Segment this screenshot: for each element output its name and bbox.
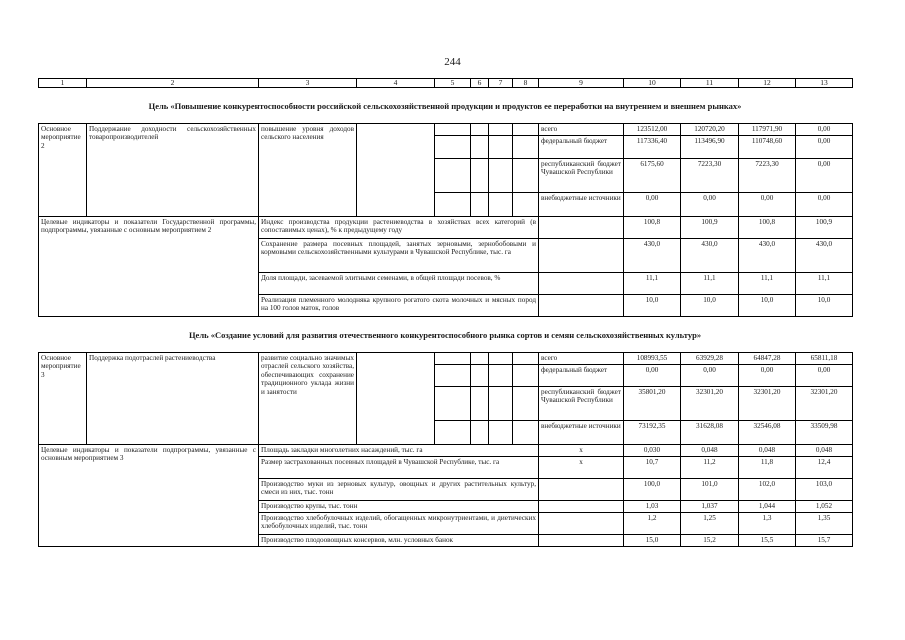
value-cell: 6175,60 [624, 159, 681, 193]
empty-cell [513, 421, 539, 445]
value-cell: 430,0 [739, 239, 796, 273]
empty-cell [471, 353, 489, 365]
indicator-name: Доля площади, засеваемой элитными семенами, в общей площади посевов, % [259, 273, 539, 295]
value-cell: 430,0 [624, 239, 681, 273]
value-cell: 10,0 [681, 295, 739, 317]
empty-cell [357, 124, 435, 217]
empty-cell [513, 387, 539, 421]
value-cell: 101,0 [681, 479, 739, 501]
indicator-mark [539, 217, 624, 239]
value-cell: 64847,28 [739, 353, 796, 365]
value-cell: 117336,40 [624, 136, 681, 159]
event-name: Поддержание доходности сельскохозяйственных товаропроизводителей [87, 124, 259, 217]
empty-cell [513, 159, 539, 193]
funding-row [39, 124, 853, 136]
indicator-name: Сохранение размера посевных площадей, занятых зерновыми, зернобобовыми и кормовыми сельскохозяйственными культурами в Чувашской Республике, тыс. га [259, 239, 539, 273]
value-cell: 1,037 [681, 501, 739, 513]
indicator-name: Индекс производства продукции растениеводства в хозяйствах всех категорий (в сопоставимых ценах), % к предыдущему году [259, 217, 539, 239]
value-cell: 10,0 [796, 295, 853, 317]
empty-cell [435, 387, 471, 421]
col-number: 13 [796, 79, 853, 88]
value-cell: 32301,20 [739, 387, 796, 421]
value-cell: 103,0 [796, 479, 853, 501]
value-cell: 100,9 [681, 217, 739, 239]
indicators-label: Целевые индикаторы и показатели Государственной программы, подпрограммы, увязанные с основным мероприятием 2 [39, 217, 259, 317]
value-cell: 15,2 [681, 535, 739, 547]
funding-source: внебюджетные источники [539, 193, 624, 217]
empty-cell [435, 193, 471, 217]
indicator-name: Реализация племенного молодняка крупного рогатого скота молочных и мясных пород на 100 голов маток, голов [259, 295, 539, 317]
value-cell: 0,00 [624, 193, 681, 217]
value-cell: 11,1 [624, 273, 681, 295]
indicator-mark: х [539, 457, 624, 479]
page-number: 244 [444, 56, 461, 68]
empty-cell [471, 365, 489, 387]
funding-source: республиканский бюджет Чувашской Республики [539, 387, 624, 421]
empty-cell [489, 353, 513, 365]
empty-cell [471, 421, 489, 445]
goal-2-title: Цель «Создание условий для развития отечественного конкурентоспособного рынка сортов и семян сельскохозяйственных культур» [188, 330, 702, 340]
indicator-mark [539, 239, 624, 273]
col-number: 7 [489, 79, 513, 88]
funding-source: федеральный бюджет [539, 365, 624, 387]
value-cell: 1,044 [739, 501, 796, 513]
empty-cell [435, 365, 471, 387]
indicator-mark [539, 501, 624, 513]
event-label: Основное мероприятие 2 [39, 124, 87, 217]
value-cell: 7223,30 [739, 159, 796, 193]
value-cell: 15,0 [624, 535, 681, 547]
indicator-mark: х [539, 445, 624, 457]
value-cell: 63929,28 [681, 353, 739, 365]
funding-source: всего [539, 124, 624, 136]
value-cell: 0,00 [796, 159, 853, 193]
value-cell: 33509,98 [796, 421, 853, 445]
empty-cell [435, 421, 471, 445]
empty-cell [489, 136, 513, 159]
value-cell: 1,03 [624, 501, 681, 513]
value-cell: 32301,20 [796, 387, 853, 421]
col-number: 12 [739, 79, 796, 88]
empty-cell [489, 365, 513, 387]
indicator-mark [539, 535, 624, 547]
value-cell: 11,1 [739, 273, 796, 295]
empty-cell [435, 136, 471, 159]
value-cell: 11,2 [681, 457, 739, 479]
value-cell: 123512,00 [624, 124, 681, 136]
value-cell: 0,00 [681, 193, 739, 217]
empty-cell [357, 353, 435, 445]
value-cell: 11,8 [739, 457, 796, 479]
value-cell: 117971,90 [739, 124, 796, 136]
col-number: 5 [435, 79, 471, 88]
value-cell: 0,00 [681, 365, 739, 387]
event-result: развитие социально значимых отраслей сельского хозяйства, обеспечивающих сохранение традиционного уклада жизни и занятости [259, 353, 357, 445]
value-cell: 0,00 [796, 365, 853, 387]
empty-cell [513, 353, 539, 365]
value-cell: 100,8 [624, 217, 681, 239]
empty-cell [489, 159, 513, 193]
indicator-name: Производство хлебобулочных изделий, обогащенных микронутриентами, и диетических хлебобулочных изделий, тыс. тонн [259, 513, 539, 535]
empty-cell [471, 124, 489, 136]
empty-cell [435, 124, 471, 136]
funding-source: всего [539, 353, 624, 365]
indicator-mark [539, 295, 624, 317]
value-cell: 10,0 [624, 295, 681, 317]
empty-cell [471, 159, 489, 193]
value-cell: 31628,08 [681, 421, 739, 445]
empty-cell [489, 124, 513, 136]
col-number: 4 [357, 79, 435, 88]
col-number: 8 [513, 79, 539, 88]
col-number: 6 [471, 79, 489, 88]
value-cell: 0,048 [681, 445, 739, 457]
value-cell: 1,35 [796, 513, 853, 535]
section-goal-2 [38, 352, 853, 547]
value-cell: 0,00 [796, 193, 853, 217]
value-cell: 12,4 [796, 457, 853, 479]
empty-cell [489, 421, 513, 445]
value-cell: 0,048 [796, 445, 853, 457]
value-cell: 108993,55 [624, 353, 681, 365]
event-name: Поддержка подотраслей растениеводства [87, 353, 259, 445]
indicator-name: Производство плодоовощных консервов, млн. условных банок [259, 535, 539, 547]
col-number: 11 [681, 79, 739, 88]
indicators-label: Целевые индикаторы и показатели подпрограммы, увязанные с основным мероприятием 3 [39, 445, 259, 547]
value-cell: 0,030 [624, 445, 681, 457]
empty-cell [471, 387, 489, 421]
empty-cell [513, 193, 539, 217]
value-cell: 100,8 [739, 217, 796, 239]
value-cell: 0,00 [739, 193, 796, 217]
value-cell: 0,00 [796, 124, 853, 136]
empty-cell [471, 136, 489, 159]
event-label: Основное мероприятие 3 [39, 353, 87, 445]
value-cell: 430,0 [796, 239, 853, 273]
funding-source: федеральный бюджет [539, 136, 624, 159]
empty-cell [489, 387, 513, 421]
indicator-name: Производство крупы, тыс. тонн [259, 501, 539, 513]
indicator-row [39, 445, 853, 457]
value-cell: 32546,08 [739, 421, 796, 445]
funding-row [39, 353, 853, 365]
value-cell: 0,048 [739, 445, 796, 457]
value-cell: 32301,20 [681, 387, 739, 421]
col-number: 2 [87, 79, 259, 88]
value-cell: 10,0 [739, 295, 796, 317]
col-number: 10 [624, 79, 681, 88]
value-cell: 1,2 [624, 513, 681, 535]
value-cell: 11,1 [681, 273, 739, 295]
value-cell: 110748,60 [739, 136, 796, 159]
empty-cell [471, 193, 489, 217]
value-cell: 1,052 [796, 501, 853, 513]
value-cell: 65811,18 [796, 353, 853, 365]
value-cell: 7223,30 [681, 159, 739, 193]
value-cell: 100,0 [624, 479, 681, 501]
value-cell: 0,00 [624, 365, 681, 387]
value-cell: 73192,35 [624, 421, 681, 445]
value-cell: 113496,90 [681, 136, 739, 159]
empty-cell [435, 159, 471, 193]
value-cell: 15,5 [739, 535, 796, 547]
funding-source: республиканский бюджет Чувашской Республики [539, 159, 624, 193]
column-number-header [38, 78, 853, 88]
goal-1-title: Цель «Повышение конкурентоспособности российской сельскохозяйственной продукции и продуктов ее переработки на внутреннем и внешнем рынках» [148, 101, 742, 111]
value-cell: 120720,20 [681, 124, 739, 136]
empty-cell [435, 353, 471, 365]
value-cell: 35801,20 [624, 387, 681, 421]
value-cell: 0,00 [796, 136, 853, 159]
value-cell: 15,7 [796, 535, 853, 547]
indicator-mark [539, 479, 624, 501]
indicator-mark [539, 513, 624, 535]
section-goal-1 [38, 123, 853, 317]
col-number: 3 [259, 79, 357, 88]
event-result: повышение уровня доходов сельского населения [259, 124, 357, 217]
value-cell: 0,00 [739, 365, 796, 387]
empty-cell [513, 365, 539, 387]
value-cell: 11,1 [796, 273, 853, 295]
empty-cell [513, 136, 539, 159]
indicator-name: Размер застрахованных посевных площадей в Чувашской Республике, тыс. га [259, 457, 539, 479]
col-number: 1 [39, 79, 87, 88]
value-cell: 1,3 [739, 513, 796, 535]
indicator-row [39, 217, 853, 239]
indicator-name: Площадь закладки многолетних насаждений, тыс. га [259, 445, 539, 457]
empty-cell [513, 124, 539, 136]
empty-cell [489, 193, 513, 217]
indicator-name: Производство муки из зерновых культур, овощных и других растительных культур, смеси из них, тыс. тонн [259, 479, 539, 501]
indicator-mark [539, 273, 624, 295]
value-cell: 102,0 [739, 479, 796, 501]
funding-source: внебюджетные источники [539, 421, 624, 445]
value-cell: 1,25 [681, 513, 739, 535]
value-cell: 10,7 [624, 457, 681, 479]
col-number: 9 [539, 79, 624, 88]
value-cell: 430,0 [681, 239, 739, 273]
value-cell: 100,9 [796, 217, 853, 239]
